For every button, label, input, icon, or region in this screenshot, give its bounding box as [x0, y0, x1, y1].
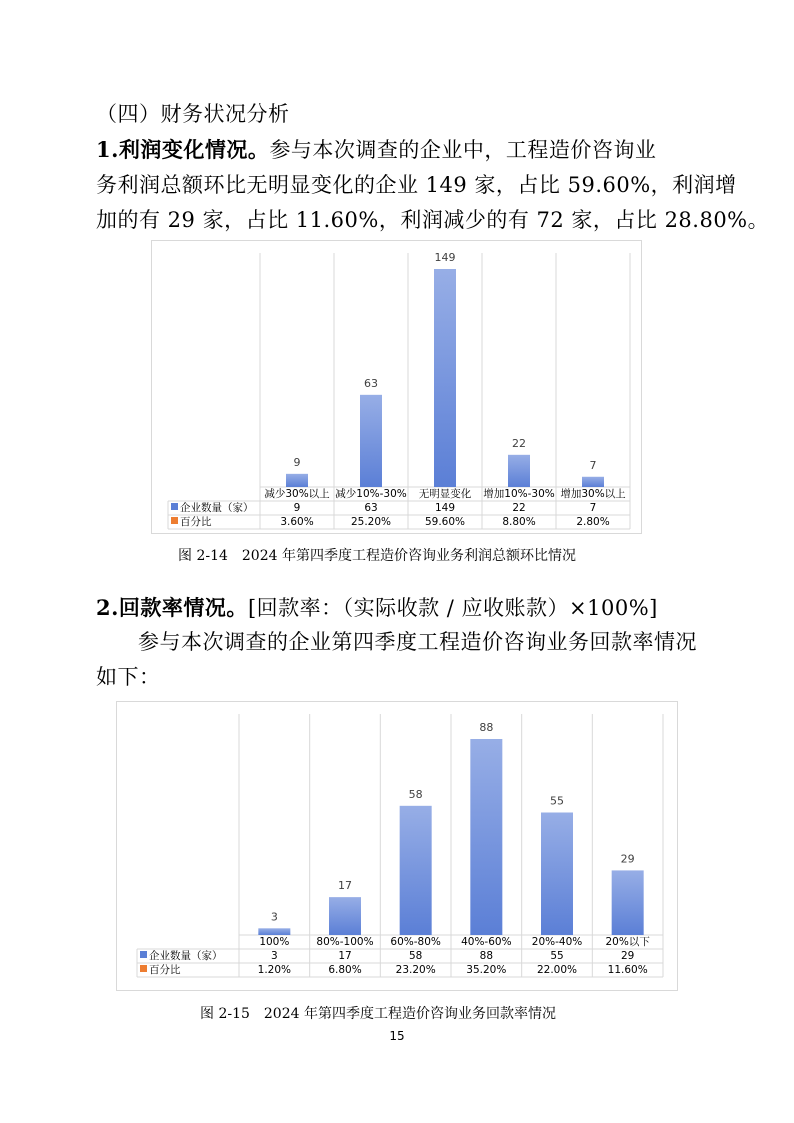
legend-key-percent — [171, 517, 178, 524]
bar — [612, 870, 644, 935]
table-cell: 58 — [408, 950, 423, 962]
paragraph-collection-line-3: 如下： — [96, 665, 161, 689]
bar — [360, 395, 382, 487]
category-label: 80%-100% — [316, 936, 374, 948]
table-cell: 23.20% — [395, 964, 436, 976]
data-label: 29 — [620, 852, 635, 866]
profit-chart-svg — [152, 241, 641, 533]
table-cell: 22.00% — [536, 964, 578, 976]
legend-key-count — [140, 951, 147, 958]
table-cell: 3 — [270, 950, 278, 962]
page-number: 15 — [389, 1029, 405, 1043]
figure-caption-2-14: 图 2-14 2024 年第四季度工程造价咨询业务利润总额环比情况 — [178, 548, 576, 564]
table-cell: 59.60% — [424, 516, 466, 528]
data-label: 55 — [550, 794, 564, 808]
bar — [508, 455, 530, 487]
table-cell: 2.80% — [576, 516, 610, 528]
bar — [541, 813, 573, 936]
table-cell: 8.80% — [502, 516, 536, 528]
category-label: 无明显变化 — [418, 488, 472, 500]
legend-key-count — [171, 503, 178, 510]
profit-lead: 1.利润变化情况。 — [96, 137, 270, 162]
row-header: 企业数量（家） — [149, 950, 223, 962]
paragraph-profit-line-1 — [96, 132, 656, 168]
collection-rate-chart-svg — [117, 702, 677, 990]
category-label: 40%-60% — [461, 936, 512, 948]
bar — [286, 474, 308, 487]
data-label: 22 — [512, 436, 526, 450]
table-cell: 35.20% — [466, 964, 507, 976]
data-label: 7 — [589, 458, 597, 472]
data-label: 63 — [364, 376, 378, 390]
paragraph-profit-line-3: 加的有 29 家，占比 11.60%，利润减少的有 72 家，占比 28.80%。 — [96, 208, 770, 232]
row-header: 百分比 — [180, 516, 212, 528]
category-label: 增加10%-30% — [483, 488, 555, 500]
section-heading: （四）财务状况分析 — [96, 102, 290, 126]
paragraph-collection-line-2: 参与本次调查的企业第四季度工程造价咨询业务回款率情况 — [138, 630, 697, 654]
data-label: 88 — [479, 721, 494, 734]
table-cell: 3.60% — [280, 516, 314, 528]
collection-lead: 2.回款率情况。 — [96, 595, 248, 620]
legend-key-percent — [140, 965, 147, 972]
figure-caption-2-15: 图 2-15 2024 年第四季度工程造价咨询业务回款率情况 — [200, 1006, 556, 1022]
bar — [258, 928, 290, 935]
table-cell: 29 — [620, 950, 635, 962]
profit-line-1-rest: 参与本次调查的企业中，工程造价咨询业 — [269, 138, 657, 162]
category-label: 减少10%-30% — [335, 488, 407, 500]
bar — [329, 897, 361, 935]
data-label: 149 — [434, 251, 456, 264]
category-label: 减少30%以上 — [264, 488, 330, 500]
row-header: 企业数量（家） — [180, 502, 254, 514]
table-cell: 17 — [338, 950, 352, 962]
table-cell: 6.80% — [328, 964, 362, 976]
table-cell: 25.20% — [350, 516, 392, 528]
table-cell: 22 — [512, 502, 526, 514]
collection-rate-chart — [116, 701, 678, 991]
table-cell: 63 — [364, 502, 378, 514]
category-label: 100% — [259, 936, 290, 948]
profit-chart — [151, 240, 642, 534]
bar — [470, 739, 502, 935]
table-cell: 149 — [434, 502, 456, 514]
table-cell: 55 — [550, 950, 564, 962]
row-header: 百分比 — [149, 964, 181, 976]
category-label: 20%-40% — [531, 936, 583, 948]
data-label: 58 — [408, 787, 423, 801]
bar — [400, 806, 432, 935]
paragraph-collection-line-1 — [96, 590, 658, 626]
data-label: 17 — [338, 879, 352, 893]
bar — [582, 477, 604, 487]
table-cell: 11.60% — [607, 964, 648, 976]
table-cell: 88 — [479, 950, 494, 962]
category-label: 20%以下 — [605, 936, 650, 948]
category-label: 增加30%以上 — [560, 488, 626, 500]
table-cell: 1.20% — [257, 964, 292, 976]
collection-line-1-rest: [回款率：（实际收款 / 应收账款）×100%] — [247, 596, 658, 620]
category-label: 60%-80% — [390, 936, 441, 948]
table-cell: 7 — [589, 502, 597, 514]
paragraph-profit-line-2: 务利润总额环比无明显变化的企业 149 家，占比 59.60%，利润增 — [96, 173, 737, 197]
data-label: 3 — [270, 910, 278, 924]
bar — [434, 269, 456, 487]
table-cell: 9 — [293, 502, 301, 514]
data-label: 9 — [293, 455, 301, 469]
